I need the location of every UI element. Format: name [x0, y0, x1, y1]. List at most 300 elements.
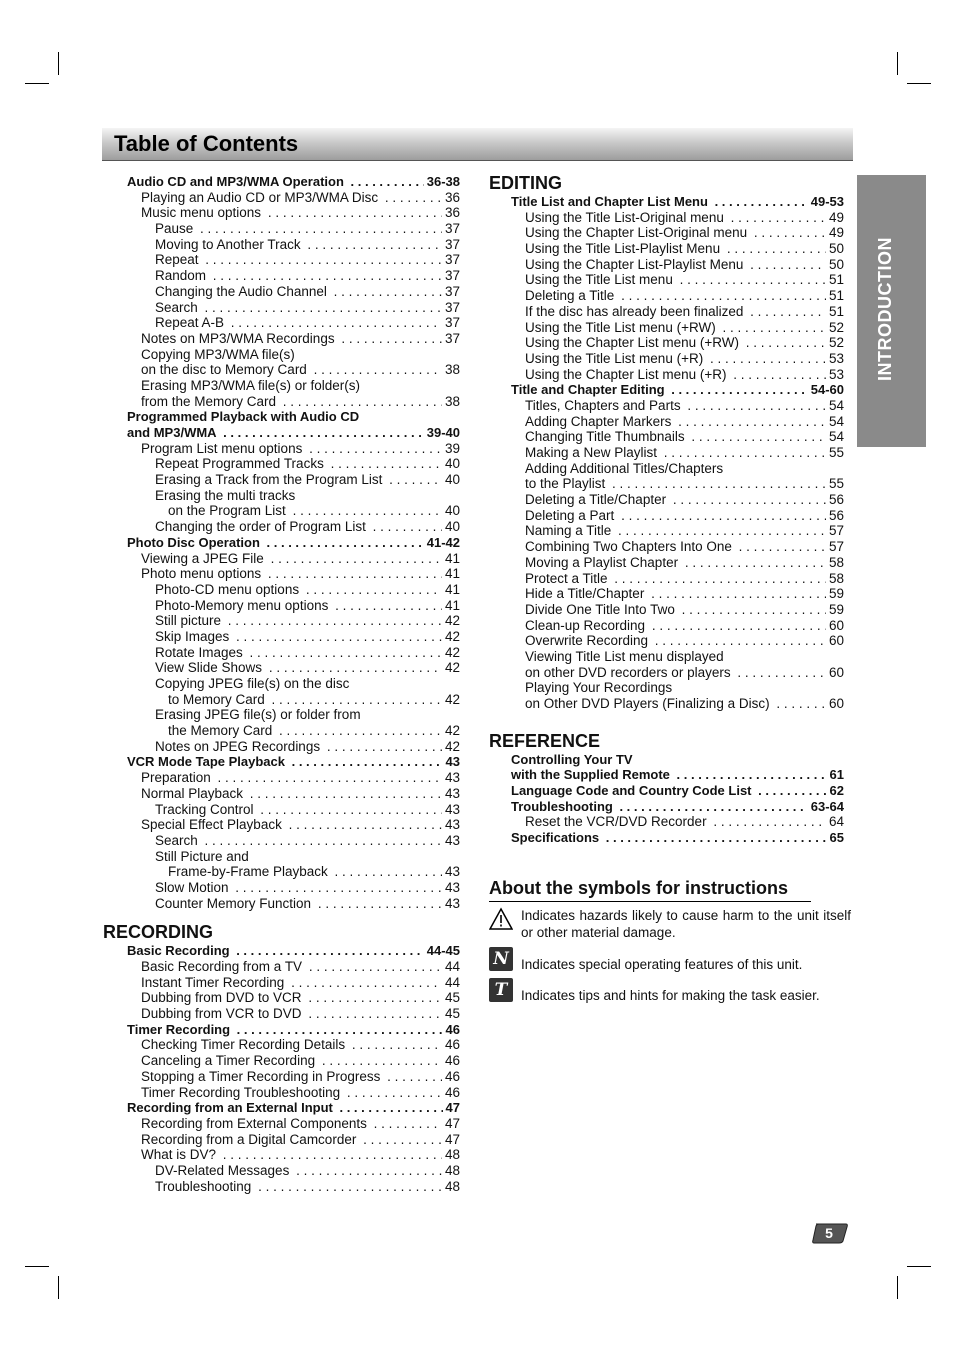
toc-entry-title: Using the Title List-Playlist Menu [525, 241, 723, 256]
toc-entry [489, 814, 844, 830]
toc-page-number: 65 [827, 830, 844, 846]
toc-entry-title: Title List and Chapter List Menu [511, 194, 711, 209]
toc-entry-title: • Skip Images [155, 629, 232, 644]
toc-entry [489, 429, 844, 445]
toc-page-number: 36-38 [424, 174, 460, 190]
toc-entry-title: Deleting a Title [525, 288, 617, 303]
toc-page-number: 49 [826, 225, 844, 241]
toc-entry-title: and MP3/WMA [127, 425, 220, 440]
toc-page-number: 37 [442, 252, 460, 268]
toc-page-number: 38 [442, 362, 460, 378]
toc-page-number: 46 [442, 1085, 460, 1101]
toc-entry-title: Controlling Your TV [511, 752, 636, 767]
toc-entry [103, 1147, 460, 1163]
toc-page-number: 46 [442, 1053, 460, 1069]
toc-entry-title: Hide a Title/Chapter [525, 586, 647, 601]
toc-entry-title: • Moving to Another Track [155, 237, 304, 252]
toc-entry-title: Special Effect Playback [141, 817, 285, 832]
toc-page-number: 55 [826, 476, 844, 492]
toc-entry-title: • Erasing JPEG file(s) or folder from [155, 707, 364, 722]
toc-page-number: 41 [442, 566, 460, 582]
toc-page-number: 60 [826, 633, 844, 649]
toc-page-number: 37 [442, 300, 460, 316]
crop-mark [907, 83, 931, 84]
toc-page-number: 58 [826, 555, 844, 571]
toc-page-number: 60 [826, 696, 844, 712]
toc-page-number: 45 [442, 990, 460, 1006]
toc-entry-title: Dubbing from DVD to VCR [141, 990, 305, 1005]
section-side-tab [857, 175, 926, 447]
toc-entry-title: Basic Recording [127, 943, 233, 958]
toc-entry-title: Basic Recording from a TV [141, 959, 305, 974]
section-heading-editing: EDITING [489, 173, 563, 193]
toc-page-number: 52 [826, 335, 844, 351]
toc-entry-title: Recording from External Components [141, 1116, 370, 1131]
toc-page-number: 37 [442, 284, 460, 300]
toc-page-number: 37 [442, 315, 460, 331]
toc-page-number: 53 [826, 351, 844, 367]
toc-page-number: 55 [826, 445, 844, 461]
toc-entry [103, 190, 460, 206]
toc-entry-title: • Repeat Programmed Tracks [155, 456, 327, 471]
toc-page-number: 42 [442, 613, 460, 629]
toc-entry-title: • Photo-Memory menu options [155, 598, 331, 613]
toc-page-number: 51 [826, 272, 844, 288]
toc-entry-bold [103, 1100, 460, 1116]
toc-entry-title: • Erasing the multi tracks [155, 488, 298, 503]
toc-page-number: 43 [442, 786, 460, 802]
toc-entry-title: Preparation [141, 770, 214, 785]
toc-page-number: 56 [826, 492, 844, 508]
crop-mark [907, 1266, 931, 1267]
toc-entry-title: from the Memory Card [141, 394, 279, 409]
toc-subentry [103, 676, 460, 692]
toc-entry [103, 1132, 460, 1148]
toc-page-number: 54 [826, 398, 844, 414]
toc-entry-title: Stopping a Timer Recording in Progress [141, 1069, 383, 1084]
toc-entry [103, 378, 460, 394]
toc-entry [103, 1053, 460, 1069]
toc-entry [489, 461, 844, 477]
toc-subentry [103, 300, 460, 316]
toc-entry-title: Divide One Title Into Two [525, 602, 678, 617]
toc-entry-title: Moving a Playlist Chapter [525, 555, 681, 570]
toc-entry-title: Using the Chapter List menu (+R) [525, 367, 729, 382]
toc-entry-title: Naming a Title [525, 523, 614, 538]
toc-subentry [103, 613, 460, 629]
toc-page-number: 63-64 [808, 799, 844, 815]
toc-entry [103, 990, 460, 1006]
toc-entry-title: • Changing the order of Program List [155, 519, 369, 534]
toc-page-number: 40 [442, 472, 460, 488]
toc-entry-title: Frame-by-Frame Playback [168, 864, 331, 879]
toc-entry-title: Playing an Audio CD or MP3/WMA Disc [141, 190, 381, 205]
toc-page-number: 54-60 [808, 382, 844, 398]
toc-page-number: 60 [826, 665, 844, 681]
toc-subentry [103, 802, 460, 818]
toc-page-number: 49 [826, 210, 844, 226]
toc-page-number: 43 [443, 754, 460, 770]
toc-entry-title: Audio CD and MP3/WMA Operation [127, 174, 347, 189]
section-heading-recording: RECORDING [103, 922, 214, 943]
toc-entry-title: Playing Your Recordings [525, 680, 675, 695]
toc-subentry [103, 519, 460, 535]
toc-entry-title: • Repeat A-B [155, 315, 227, 330]
toc-entry [103, 1006, 460, 1022]
toc-entry-title: Using the Chapter List-Original menu [525, 225, 750, 240]
toc-page-number: 43 [442, 880, 460, 896]
crop-mark [25, 83, 49, 84]
toc-entry-title: Deleting a Part [525, 508, 617, 523]
toc-entry [489, 288, 844, 304]
toc-entry-title: Using the Title List menu [525, 272, 676, 287]
symbol-description: Indicates special operating features of this unit. [521, 957, 803, 972]
toc-page-number: 44 [442, 959, 460, 975]
toc-page-number: 48 [442, 1147, 460, 1163]
toc-entry-title: • Pause [155, 221, 196, 236]
toc-page-number: 39 [442, 441, 460, 457]
toc-entry [489, 257, 844, 273]
toc-entry-title: Timer Recording [127, 1022, 233, 1037]
toc-entry-title: • Counter Memory Function [155, 896, 314, 911]
toc-entry-title: on other DVD recorders or players [525, 665, 734, 680]
toc-entry [103, 959, 460, 975]
toc-entry-title: • Copying JPEG file(s) on the disc [155, 676, 352, 691]
note-icon: N [489, 947, 513, 971]
toc-page-number: 37 [442, 221, 460, 237]
toc-entry-title: • Still picture [155, 613, 224, 628]
toc-entry-title: Programmed Playback with Audio CD [127, 409, 362, 424]
toc-entry-title: Clean-up Recording [525, 618, 648, 633]
toc-entry-title: on Other DVD Players (Finalizing a Disc) [525, 696, 773, 711]
toc-entry-title: Protect a Title [525, 571, 611, 586]
toc-entry-bold [489, 783, 844, 799]
symbol-description: Indicates tips and hints for making the task easier. [521, 988, 820, 1003]
toc-subentry [103, 864, 460, 880]
toc-page-number: 44-45 [424, 943, 460, 959]
toc-entry [103, 566, 460, 582]
toc-entry-title: Adding Additional Titles/Chapters [525, 461, 726, 476]
toc-entry-title: • View Slide Shows [155, 660, 265, 675]
toc-entry-title: Using the Title List menu (+R) [525, 351, 706, 366]
toc-page-number: 40 [442, 519, 460, 535]
toc-page-number: 61 [827, 767, 844, 783]
toc-entry [103, 331, 460, 347]
toc-subentry [103, 268, 460, 284]
toc-entry [489, 571, 844, 587]
toc-entry [489, 476, 844, 492]
toc-entry [103, 975, 460, 991]
toc-entry [103, 441, 460, 457]
toc-entry [103, 817, 460, 833]
toc-page-number: 46 [443, 1022, 460, 1038]
toc-entry [489, 492, 844, 508]
toc-page-number: 49-53 [808, 194, 844, 210]
toc-entry-bold [489, 767, 844, 783]
toc-subentry [103, 315, 460, 331]
toc-entry-title: • Search [155, 300, 201, 315]
toc-subentry [103, 472, 460, 488]
toc-entry [103, 1116, 460, 1132]
toc-page-number: 42 [442, 660, 460, 676]
toc-page-number: 59 [826, 586, 844, 602]
toc-entry [103, 394, 460, 410]
toc-entry [489, 508, 844, 524]
toc-entry-title: • Notes on JPEG Recordings [155, 739, 323, 754]
toc-entry [489, 320, 844, 336]
page-number: 5 [825, 1225, 833, 1241]
toc-entry-title: on the Program List [168, 503, 289, 518]
toc-page-number: 57 [826, 539, 844, 555]
toc-entry-title: Instant Timer Recording [141, 975, 287, 990]
crop-mark [58, 52, 59, 75]
toc-page-number: 56 [826, 508, 844, 524]
toc-page-number: 42 [442, 739, 460, 755]
title-bar [102, 128, 853, 161]
toc-subentry [103, 723, 460, 739]
symbols-heading: About the symbols for instructions [489, 878, 789, 898]
toc-entry [103, 770, 460, 786]
toc-page-number: 54 [826, 429, 844, 445]
toc-entry [489, 351, 844, 367]
toc-right-column [489, 172, 844, 846]
toc-entry-title: Notes on MP3/WMA Recordings [141, 331, 338, 346]
toc-entry [489, 523, 844, 539]
toc-entry [103, 786, 460, 802]
toc-entry-title: • Search [155, 833, 201, 848]
toc-list-audio-photo-vcr [103, 174, 460, 911]
toc-entry [489, 445, 844, 461]
toc-entry-title: • Changing the Audio Channel [155, 284, 330, 299]
toc-page-number: 40 [442, 503, 460, 519]
toc-page-number: 41 [442, 582, 460, 598]
toc-entry-title: with the Supplied Remote [511, 767, 673, 782]
toc-list-editing [489, 194, 844, 712]
toc-entry-title: Specifications [511, 830, 602, 845]
crop-mark [897, 52, 898, 75]
toc-entry-title: • Slow Motion [155, 880, 232, 895]
toc-entry [103, 1069, 460, 1085]
toc-entry [489, 696, 844, 712]
toc-entry-title: • Still Picture and [155, 849, 252, 864]
toc-entry-title: • Random [155, 268, 209, 283]
symbols-heading-underline [489, 901, 811, 902]
tip-icon: T [489, 978, 513, 1002]
toc-entry-title: Recording from an External Input [127, 1100, 336, 1115]
toc-page-number: 42 [442, 645, 460, 661]
toc-entry-title: • Repeat [155, 252, 202, 267]
toc-entry [489, 649, 844, 665]
toc-page-number: 41-42 [424, 535, 460, 551]
toc-left-column [103, 174, 460, 1194]
toc-page-number: 43 [442, 864, 460, 880]
toc-page-number: 62 [827, 783, 844, 799]
toc-entry-bold [489, 830, 844, 846]
toc-page-number: 45 [442, 1006, 460, 1022]
toc-page-number: 40 [442, 456, 460, 472]
toc-page-number: 48 [442, 1163, 460, 1179]
toc-entry-title: Copying MP3/WMA file(s) [141, 347, 298, 362]
toc-entry [489, 367, 844, 383]
warning-triangle-icon [489, 907, 513, 931]
toc-page-number: 52 [826, 320, 844, 336]
toc-subentry [103, 833, 460, 849]
toc-subentry [103, 629, 460, 645]
toc-page-number: 38 [442, 394, 460, 410]
toc-subentry [103, 582, 460, 598]
toc-entry-bold [103, 943, 460, 959]
toc-entry-title: Timer Recording Troubleshooting [141, 1085, 343, 1100]
toc-entry-title: Combining Two Chapters Into One [525, 539, 735, 554]
toc-entry-title: Viewing Title List menu displayed [525, 649, 727, 664]
toc-page-number: 64 [826, 814, 844, 830]
page-number-badge [812, 1222, 848, 1244]
toc-page-number: 41 [442, 551, 460, 567]
toc-subentry [103, 237, 460, 253]
toc-entry-title: • Tracking Control [155, 802, 257, 817]
toc-page-number: 43 [442, 770, 460, 786]
toc-subentry [103, 488, 460, 504]
toc-entry [103, 1085, 460, 1101]
toc-entry-title: Using the Chapter List menu (+RW) [525, 335, 742, 350]
toc-entry [489, 304, 844, 320]
toc-entry-bold [489, 799, 844, 815]
crop-mark [58, 1276, 59, 1299]
toc-page-number: 47 [443, 1100, 460, 1116]
toc-entry-title: Reset the VCR/DVD Recorder [525, 814, 710, 829]
toc-page-number: 37 [442, 331, 460, 347]
toc-subentry [103, 692, 460, 708]
toc-page-number: 43 [442, 802, 460, 818]
toc-entry-title: Erasing MP3/WMA file(s) or folder(s) [141, 378, 363, 393]
toc-page-number: 41 [442, 598, 460, 614]
toc-page-number: 43 [442, 896, 460, 912]
toc-page-number: 37 [442, 268, 460, 284]
toc-page-number: 36 [442, 190, 460, 206]
toc-entry-title: Making a New Playlist [525, 445, 660, 460]
toc-entry-bold [103, 754, 460, 770]
toc-subentry [103, 503, 460, 519]
toc-entry-title: Photo Disc Operation [127, 535, 263, 550]
toc-entry [103, 551, 460, 567]
section-heading-reference: REFERENCE [489, 730, 601, 751]
toc-entry-title: VCR Mode Tape Playback [127, 754, 288, 769]
toc-page-number: 43 [442, 833, 460, 849]
toc-subentry [103, 1163, 460, 1179]
toc-entry-title: • Erasing a Track from the Program List [155, 472, 385, 487]
toc-entry-title: Deleting a Title/Chapter [525, 492, 669, 507]
toc-page-number: 60 [826, 618, 844, 634]
toc-subentry [103, 880, 460, 896]
toc-entry [489, 586, 844, 602]
toc-subentry [103, 252, 460, 268]
toc-entry [103, 205, 460, 221]
toc-entry [489, 210, 844, 226]
toc-list-recording [103, 943, 460, 1194]
toc-page-number: 47 [442, 1132, 460, 1148]
toc-page-number: 42 [442, 723, 460, 739]
symbol-description: Indicates hazards likely to cause harm to the unit itself or other material damage. [521, 908, 851, 940]
toc-entry [489, 539, 844, 555]
toc-subentry [103, 660, 460, 676]
toc-entry-bold [489, 382, 844, 398]
toc-entry-title: Language Code and Country Code List [511, 783, 755, 798]
toc-page-number: 59 [826, 602, 844, 618]
toc-entry-title: • DV-Related Messages [155, 1163, 292, 1178]
toc-entry-bold [103, 409, 460, 425]
toc-page-number: 57 [826, 523, 844, 539]
toc-page-number: 51 [826, 304, 844, 320]
toc-page-number: 39-40 [424, 425, 460, 441]
toc-page-number: 42 [442, 692, 460, 708]
toc-page-number: 48 [442, 1179, 460, 1195]
toc-entry [489, 633, 844, 649]
toc-entry-title: on the disc to Memory Card [141, 362, 310, 377]
toc-page-number: 51 [826, 288, 844, 304]
toc-entry [489, 241, 844, 257]
toc-entry [489, 618, 844, 634]
toc-list-reference [489, 752, 844, 846]
toc-entry-title: Recording from a Digital Camcorder [141, 1132, 359, 1147]
toc-subentry [103, 598, 460, 614]
toc-entry [489, 225, 844, 241]
toc-entry [489, 665, 844, 681]
toc-page-number: 36 [442, 205, 460, 221]
toc-entry-title: Adding Chapter Markers [525, 414, 674, 429]
toc-entry-title: • Troubleshooting [155, 1179, 254, 1194]
toc-entry-title: • Rotate Images [155, 645, 246, 660]
toc-subentry [103, 284, 460, 300]
toc-entry-bold [489, 194, 844, 210]
toc-entry [489, 414, 844, 430]
toc-subentry [103, 896, 460, 912]
toc-page-number: 58 [826, 571, 844, 587]
toc-entry-bold [103, 535, 460, 551]
toc-subentry [103, 645, 460, 661]
toc-subentry [103, 707, 460, 723]
toc-entry-title: Using the Title List menu (+RW) [525, 320, 719, 335]
toc-entry-title: to Memory Card [168, 692, 268, 707]
toc-entry-bold [489, 752, 844, 768]
toc-entry-title: Photo menu options [141, 566, 264, 581]
toc-entry [489, 555, 844, 571]
toc-subentry [103, 1179, 460, 1195]
toc-entry-title: Titles, Chapters and Parts [525, 398, 684, 413]
toc-entry [489, 602, 844, 618]
toc-entry-title: Viewing a JPEG File [141, 551, 267, 566]
toc-entry-title: What is DV? [141, 1147, 219, 1162]
toc-page-number: 54 [826, 414, 844, 430]
toc-entry-title: Dubbing from VCR to DVD [141, 1006, 305, 1021]
toc-entry-title: Troubleshooting [511, 799, 616, 814]
crop-mark [25, 1266, 49, 1267]
page-title: Table of Contents [114, 131, 299, 156]
toc-subentry [103, 456, 460, 472]
toc-entry [489, 680, 844, 696]
toc-entry [489, 272, 844, 288]
toc-entry-title: If the disc has already been finalized [525, 304, 746, 319]
toc-entry [103, 1037, 460, 1053]
toc-entry-title: Using the Chapter List-Playlist Menu [525, 257, 746, 272]
side-tab-label: INTRODUCTION [875, 237, 895, 381]
toc-entry-title: Program List menu options [141, 441, 305, 456]
toc-entry-title: Using the Title List-Original menu [525, 210, 727, 225]
toc-page-number: 53 [826, 367, 844, 383]
toc-page-number: 37 [442, 237, 460, 253]
toc-entry-title: Title and Chapter Editing [511, 382, 668, 397]
toc-entry [103, 362, 460, 378]
toc-subentry [103, 221, 460, 237]
